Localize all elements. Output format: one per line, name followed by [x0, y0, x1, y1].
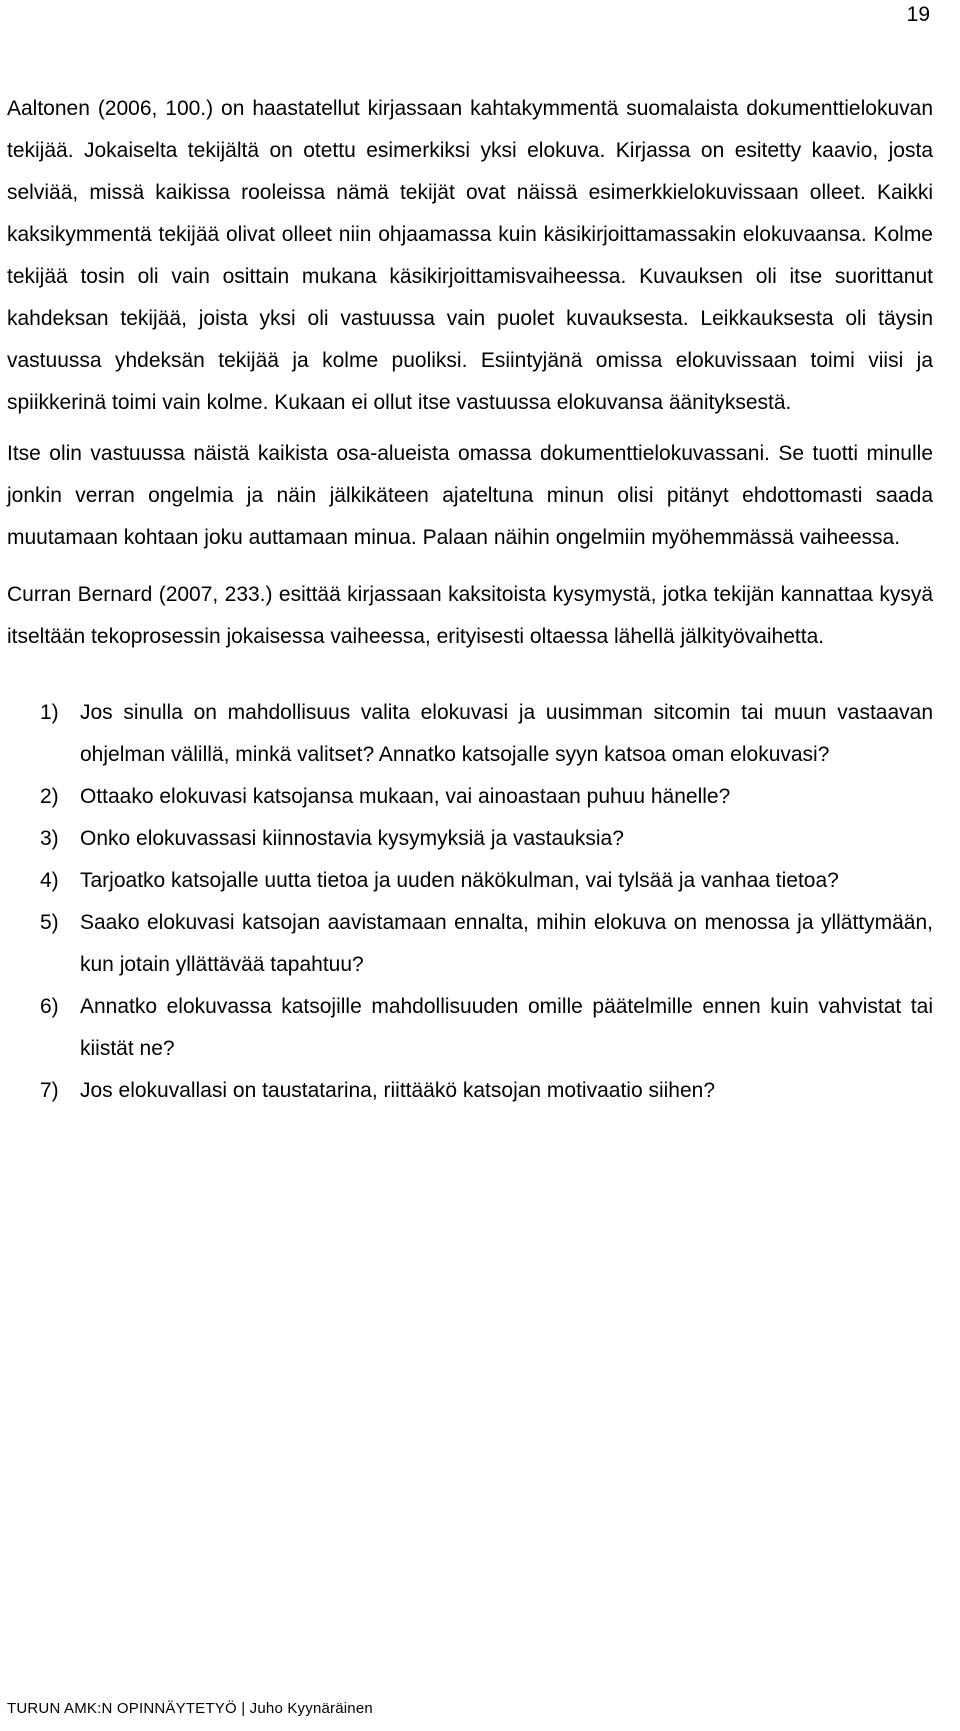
list-item-number: 3) [40, 827, 59, 850]
list-item-number: 7) [40, 1079, 59, 1102]
list-item-text: Jos sinulla on mahdollisuus valita elokuvasi ja uusimman sitcomin tai muun vastaavan ohjelman välillä, minkä valitset? Annatko katsojalle syyn katsoa oman elokuvasi? [80, 701, 933, 766]
list-item [7, 818, 933, 860]
page-footer: TURUN AMK:N OPINNÄYTETYÖ | Juho Kyynäräinen [7, 1700, 373, 1717]
page-number: 19 [906, 3, 930, 26]
list-item [7, 776, 933, 818]
list-item-text: Jos elokuvallasi on taustatarina, riittääkö katsojan motivaatio siihen? [80, 1079, 716, 1102]
list-item [7, 692, 933, 776]
list-item-number: 6) [40, 995, 59, 1018]
list-item-number: 1) [40, 701, 59, 724]
list-item-number: 5) [40, 911, 59, 934]
document-body [7, 88, 933, 1112]
list-item [7, 860, 933, 902]
list-item [7, 902, 933, 986]
list-item-text: Ottaako elokuvasi katsojansa mukaan, vai ainoastaan puhuu hänelle? [80, 785, 731, 808]
list-item [7, 1070, 933, 1112]
question-list [7, 692, 933, 1112]
list-item-number: 4) [40, 869, 59, 892]
list-item-text: Saako elokuvasi katsojan aavistamaan ennalta, mihin elokuva on menossa ja yllättymään, kun jotain yllättävää tapahtuu? [80, 911, 933, 976]
list-item-text: Tarjoatko katsojalle uutta tietoa ja uuden näkökulman, vai tylsää ja vanhaa tietoa? [80, 869, 839, 892]
paragraph-own-responsibility: Itse olin vastuussa näistä kaikista osa-alueista omassa dokumenttielokuvassani. Se tuotti minulle jonkin verran ongelmia ja näin jälkikäteen ajateltuna minun olisi pitänyt ehdottomasti saada muutamaan kohtaan joku auttamaan minua. Palaan näihin ongelmiin myöhemmässä vaiheessa. [7, 442, 933, 549]
list-item [7, 986, 933, 1070]
paragraph-curran-bernard: Curran Bernard (2007, 233.) esittää kirjassaan kaksitoista kysymystä, jotka tekijän kannattaa kysyä itseltään tekoprosessin jokaisessa vaiheessa, erityisesti oltaessa lähellä jälkityövaihetta. [7, 583, 933, 648]
list-item-text: Annatko elokuvassa katsojille mahdollisuuden omille päätelmille ennen kuin vahvistat tai kiistät ne? [80, 995, 933, 1060]
list-item-text: Onko elokuvassasi kiinnostavia kysymyksiä ja vastauksia? [80, 827, 624, 850]
list-item-number: 2) [40, 785, 59, 808]
paragraph-aaltonen: Aaltonen (2006, 100.) on haastatellut kirjassaan kahtakymmentä suomalaista dokumenttielokuvan tekijää. Jokaiselta tekijältä on otettu esimerkiksi yksi elokuva. Kirjassa on esitetty kaavio, josta selviää, missä kaikissa rooleissa nämä tekijät ovat näissä esimerkkielokuvissaan olleet. Kaikki kaksikymmentä tekijää olivat olleet niin ohjaamassa kuin käsikirjoittamassakin elokuvaansa. Kolme tekijää tosin oli vain osittain mukana käsikirjoittamisvaiheessa. Kuvauksen oli itse suorittanut kahdeksan tekijää, joista yksi oli vastuussa vain puolet kuvauksesta. Leikkauksesta oli täysin vastuussa yhdeksän tekijää ja kolme puoliksi. Esiintyjänä omissa elokuvissaan toimi viisi ja spiikkerinä toimi vain kolme. Kukaan ei ollut itse vastuussa elokuvansa äänityksestä. [7, 97, 933, 414]
